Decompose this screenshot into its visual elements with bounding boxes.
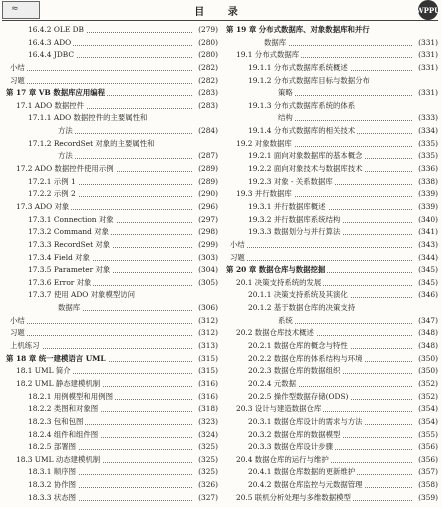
toc-page-number: (304) (196, 264, 218, 277)
toc-entry-label: 17.3.2 Command 对象 (28, 226, 111, 239)
toc-page-number: (348) (416, 327, 438, 340)
toc-entry-label: 方法 (58, 150, 75, 163)
toc-entry-label: 小结 (10, 62, 27, 75)
toc-entry-label: 18.2.3 包和包图 (28, 416, 85, 429)
toc-entry-label: 18.3.2 协作图 (28, 479, 78, 492)
toc-entry-label: 小结 (230, 239, 247, 252)
toc-right-column (226, 24, 438, 504)
toc-page-number: (280) (196, 37, 218, 50)
toc-entry (226, 403, 438, 416)
toc-page-number: (318) (196, 403, 218, 416)
toc-entry (226, 100, 438, 113)
toc-page-number: (359) (416, 492, 438, 505)
toc-entry-label: 17.3.7 使用 ADO 对象模型访问 (28, 289, 137, 302)
toc-leader-dots (10, 315, 192, 324)
toc-entry (226, 429, 438, 442)
toc-page-number: (355) (416, 429, 438, 442)
toc-entry (226, 150, 438, 163)
toc-entry (226, 289, 438, 302)
toc-entry (6, 391, 218, 404)
toc-entry-label: 习题 (10, 75, 27, 88)
publisher-logo-icon (415, 0, 441, 20)
toc-entry (6, 49, 218, 62)
toc-entry-label: 17.2.1 示例 1 (28, 176, 78, 189)
toc-page-number: (346) (416, 289, 438, 302)
toc-entry-label: 20.3.2 数据仓库的数据模型 (248, 429, 342, 442)
toc-entry (226, 188, 438, 201)
toc-entry (6, 201, 218, 214)
toc-entry (226, 49, 438, 62)
toc-entry-label: 18.3.3 状态图 (28, 492, 78, 505)
toc-entry (226, 277, 438, 290)
toc-entry-label: 习题 (230, 252, 247, 265)
toc-entry-label: 19.1.4 分布式数据库的相关技术 (248, 125, 357, 138)
toc-entry (226, 353, 438, 366)
toc-entry-label: 20.2.5 操作型数据存储(ODS) (248, 391, 350, 404)
toc-page-number: (316) (196, 391, 218, 404)
toc-entry (226, 201, 438, 214)
toc-page-number: (340) (416, 214, 438, 227)
toc-entry (226, 479, 438, 492)
toc-entry (226, 226, 438, 239)
toc-entry (226, 416, 438, 429)
toc-page-number: (303) (196, 252, 218, 265)
toc-entry-label: 17.3.1 Connection 对象 (28, 214, 116, 227)
toc-entry (6, 24, 218, 37)
page-header (0, 0, 442, 22)
toc-entry-label: 18.2.2 类图和对象图 (28, 403, 100, 416)
toc-entry (6, 252, 218, 265)
toc-entry (6, 466, 218, 479)
toc-entry-label: 18.2.1 用例模型和用例图 (28, 391, 115, 404)
toc-page-number: (312) (196, 327, 218, 340)
toc-entry-label: 策略 (278, 87, 295, 100)
toc-entry-label: 19.1.1 分布式数据库系统概述 (248, 62, 350, 75)
toc-entry-label: 20.1.1 决策支持系统及其演化 (248, 289, 350, 302)
toc-entry-label: 19.3 并行数据库 (236, 188, 294, 201)
toc-page-number: (284) (196, 125, 218, 138)
toc-page-number: (280) (196, 49, 218, 62)
toc-entry-label: 19.1.3 分布式数据库系统的体系 (248, 100, 357, 113)
toc-entry (6, 340, 218, 353)
toc-entry (6, 138, 218, 151)
toc-entry (226, 62, 438, 75)
toc-page-number: (347) (416, 315, 438, 328)
toc-left-column (6, 24, 218, 504)
toc-entry (226, 214, 438, 227)
toc-page-number: (297) (196, 214, 218, 227)
toc-entry (226, 340, 438, 353)
toc-entry-label: 16.4.2 OLE DB (28, 24, 86, 37)
toc-entry (6, 289, 218, 302)
toc-entry-label: 19.3.3 数据划分与并行算法 (248, 226, 342, 239)
toc-page-number: (296) (196, 201, 218, 214)
toc-entry-label: 20.4 数据仓库的运行与维护 (236, 454, 331, 467)
toc-entry-label: 系统 (278, 315, 295, 328)
toc-entry (6, 378, 218, 391)
toc-entry (226, 75, 438, 88)
toc-entry-label: 小结 (10, 315, 27, 328)
toc-entry-label: 18.3 UML 动态建模机制 (16, 454, 102, 467)
toc-entry (6, 416, 218, 429)
toc-page-number: (316) (196, 378, 218, 391)
toc-entry-label: 19.2.2 面向对象技术与数据库技术 (248, 163, 365, 176)
toc-entry-label: 20.2.2 数据仓库的体系结构与环境 (248, 353, 365, 366)
toc-entry (226, 391, 438, 404)
toc-page-number: (354) (416, 416, 438, 429)
toc-entry (226, 454, 438, 467)
toc-chapter-entry (226, 24, 438, 37)
toc-entry (226, 441, 438, 454)
toc-page-number: (335) (416, 150, 438, 163)
toc-page-number: (345) (416, 264, 438, 277)
toc-page-number: (290) (196, 188, 218, 201)
toc-entry-label: 19.2 对象数据库 (236, 138, 294, 151)
toc-entry (6, 403, 218, 416)
toc-entry-label: 20.1 决策支持系统的发展 (236, 277, 323, 290)
toc-page-number: (323) (196, 416, 218, 429)
toc-entry (6, 176, 218, 189)
toc-entry (6, 37, 218, 50)
toc-page-number: (315) (196, 353, 218, 366)
toc-entry-label: 第 20 章 数据仓库与数据挖掘 (226, 264, 327, 277)
toc-page-number: (324) (196, 429, 218, 442)
toc-entry-label: 19.1 分布式数据库 (236, 49, 301, 62)
toc-entry (6, 327, 218, 340)
toc-entry (226, 378, 438, 391)
toc-page-number: (348) (416, 340, 438, 353)
toc-entry-label: 20.2.1 数据仓库的概念与特性 (248, 340, 350, 353)
toc-entry (226, 163, 438, 176)
toc-entry (6, 441, 218, 454)
toc-chapter-entry (226, 264, 438, 277)
toc-page-number: (283) (196, 100, 218, 113)
toc-entry-label: 20.3.3 数据仓库设计步骤 (248, 441, 335, 454)
toc-entry-label: 数据库 (58, 302, 82, 315)
toc-page-number: (282) (196, 62, 218, 75)
toc-entry-label: 19.2.1 面向对象数据库的基本概念 (248, 150, 365, 163)
toc-leader-dots (278, 315, 412, 324)
toc-page-number: (315) (196, 365, 218, 378)
toc-leader-dots (58, 150, 192, 159)
toc-page-number: (358) (416, 479, 438, 492)
toc-entry (6, 239, 218, 252)
toc-page-number: (327) (196, 492, 218, 505)
toc-entry (226, 239, 438, 252)
toc-page-number: (336) (416, 163, 438, 176)
toc-leader-dots (230, 239, 412, 248)
toc-entry-label: 18.2.5 部署图 (28, 441, 78, 454)
toc-entry-label: 18.1 UML 简介 (16, 365, 73, 378)
toc-entry-label: 习题 (10, 327, 27, 340)
toc-page-number: (352) (416, 391, 438, 404)
toc-entry (226, 125, 438, 138)
toc-entry (226, 112, 438, 125)
toc-entry-label: 16.4.4 JDBC (28, 49, 76, 62)
toc-page-number: (331) (416, 49, 438, 62)
toc-leader-dots (278, 112, 412, 121)
toc-page-number: (339) (416, 188, 438, 201)
toc-entry-label: 17.3.3 RecordSet 对象 (28, 239, 112, 252)
toc-entry-label: 第 19 章 分布式数据库、对象数据库和并行 (226, 24, 372, 37)
toc-page-number: (331) (416, 37, 438, 50)
toc-page-number: (306) (196, 302, 218, 315)
logo-text: WPPU (415, 5, 441, 15)
toc-page-number: (356) (416, 454, 438, 467)
toc-entry-label: 17.3.5 Parameter 对象 (28, 264, 112, 277)
toc-entry (6, 75, 218, 88)
toc-entry-label: 20.4.2 数据仓库监控与元数据管理 (248, 479, 365, 492)
toc-entry (6, 479, 218, 492)
toc-entry (6, 429, 218, 442)
toc-entry-label: 17.1.1 ADO 数据控件的主要属性和 (28, 112, 149, 125)
toc-entry (6, 163, 218, 176)
toc-leader-dots (58, 125, 192, 134)
toc-entry-label: 17.3.4 Field 对象 (28, 252, 92, 265)
toc-chapter-entry (6, 87, 218, 100)
toc-page-number: (289) (196, 176, 218, 189)
toc-entry (6, 454, 218, 467)
toc-page-number: (305) (196, 277, 218, 290)
toc-entry (6, 226, 218, 239)
toc-entry-label: 16.4.3 ADO (28, 37, 73, 50)
toc-entry (6, 315, 218, 328)
toc-page-number: (298) (196, 226, 218, 239)
toc-entry-label: 20.4.1 数据仓库数据的更新维护 (248, 466, 357, 479)
toc-entry-label: 20.2.3 数据仓库的数据组织 (248, 365, 342, 378)
toc-entry-label: 20.3.1 数据仓库设计的需求与方法 (248, 416, 365, 429)
toc-page-number: (325) (196, 441, 218, 454)
toc-entry (6, 112, 218, 125)
toc-page-number: (345) (416, 277, 438, 290)
toc-page-number: (282) (196, 75, 218, 88)
toc-leader-dots (230, 252, 412, 261)
toc-page-number: (312) (196, 315, 218, 328)
toc-entry-label: 17.1 ADO 数据控件 (16, 100, 86, 113)
toc-entry-label: 上机练习 (10, 340, 42, 353)
toc-entry (226, 302, 438, 315)
toc-entry-label: 17.1.2 RecordSet 对象的主要属性和 (28, 138, 157, 151)
toc-page-number: (325) (196, 466, 218, 479)
toc-entry (226, 365, 438, 378)
toc-leader-dots (10, 75, 192, 84)
toc-entry-label: 20.5 联机分析处理与多维数据模型 (236, 492, 353, 505)
toc-entry-label: 19.3.2 并行数据库系统结构 (248, 214, 342, 227)
toc-entry-label: 第 18 章 统一建模语言 UML (6, 353, 108, 366)
toc-entry (226, 138, 438, 151)
toc-entry-label: 20.2.4 元数据 (248, 378, 298, 391)
toc-page-number: (299) (196, 239, 218, 252)
toc-page-number: (333) (416, 112, 438, 125)
toc-entry (226, 315, 438, 328)
toc-entry (6, 302, 218, 315)
page-title: 目 录 (194, 7, 248, 18)
toc-entry (6, 62, 218, 75)
toc-page-number: (357) (416, 466, 438, 479)
toc-leader-dots (10, 62, 192, 71)
toc-page-number: (354) (416, 403, 438, 416)
toc-entry-label: 17.3 ADO 对象 (16, 201, 71, 214)
toc-entry (6, 150, 218, 163)
toc-entry (6, 492, 218, 505)
toc-entry (226, 37, 438, 50)
toc-page-number: (344) (416, 252, 438, 265)
toc-leader-dots (10, 327, 192, 336)
toc-entry (6, 365, 218, 378)
toc-entry-label: 18.2 UML 静态建模机制 (16, 378, 102, 391)
toc-entry-label: 17.3.6 Error 对象 (28, 277, 93, 290)
toc-entry-label: 第 17 章 VB 数据库应用编程 (6, 87, 107, 100)
toc-page-number: (283) (196, 87, 218, 100)
toc-entry (226, 492, 438, 505)
toc-entry-label: 数据库 (264, 37, 288, 50)
toc-entry-label: 17.2 ADO 数据控件使用示例 (16, 163, 116, 176)
toc-page-number: (289) (196, 163, 218, 176)
toc-entry (6, 188, 218, 201)
toc-page-number: (356) (416, 441, 438, 454)
toc-entry (226, 327, 438, 340)
toc-entry (226, 252, 438, 265)
toc-page-number: (341) (416, 226, 438, 239)
toc-page-number: (339) (416, 201, 438, 214)
toc-entry (6, 277, 218, 290)
toc-entry-label: 17.2.2 示例 2 (28, 188, 78, 201)
toc-leader-dots (278, 87, 412, 96)
toc-page-number: (338) (416, 176, 438, 189)
toc-entry-label: 19.3.1 并行数据库概述 (248, 201, 328, 214)
toc-page-number: (335) (416, 138, 438, 151)
toc-entry (6, 214, 218, 227)
toc-entry (226, 176, 438, 189)
toc-page-number: (350) (416, 353, 438, 366)
toc-page-number: (331) (416, 62, 438, 75)
toc-page-number: (325) (196, 454, 218, 467)
toc-entry (6, 100, 218, 113)
toc-page-number: (343) (416, 239, 438, 252)
toc-entry-label: 20.1.2 基于数据仓库的决策支持 (248, 302, 357, 315)
corner-mark-text: ≈ (11, 4, 19, 14)
toc-entry (6, 125, 218, 138)
toc-page-number: (279) (196, 24, 218, 37)
toc-entry-label: 18.3.1 顺序图 (28, 466, 78, 479)
toc-page-number: (287) (196, 150, 218, 163)
toc-entry-label: 19.2.3 对象 - 关系数据库 (248, 176, 335, 189)
toc-chapter-entry (6, 353, 218, 366)
header-divider (2, 20, 438, 21)
toc-page-number: (313) (196, 340, 218, 353)
toc-page-number: (352) (416, 378, 438, 391)
toc-entry (6, 264, 218, 277)
toc-entry (226, 466, 438, 479)
toc-entry-label: 20.3 设计与建造数据仓库 (236, 403, 323, 416)
toc-entry (226, 87, 438, 100)
toc-page-number: (334) (416, 125, 438, 138)
toc-entry-label: 20.2 数据仓库技术概述 (236, 327, 316, 340)
toc-entry-label: 18.2.4 组件和组件图 (28, 429, 100, 442)
toc-entry-label: 19.1.2 分布式数据库目标与数据分布 (248, 75, 372, 88)
toc-entry-label: 结构 (278, 112, 295, 125)
toc-page-number: (331) (416, 87, 438, 100)
toc-entry-label: 方法 (58, 125, 75, 138)
toc-page-number: (350) (416, 365, 438, 378)
toc-page-number: (326) (196, 479, 218, 492)
